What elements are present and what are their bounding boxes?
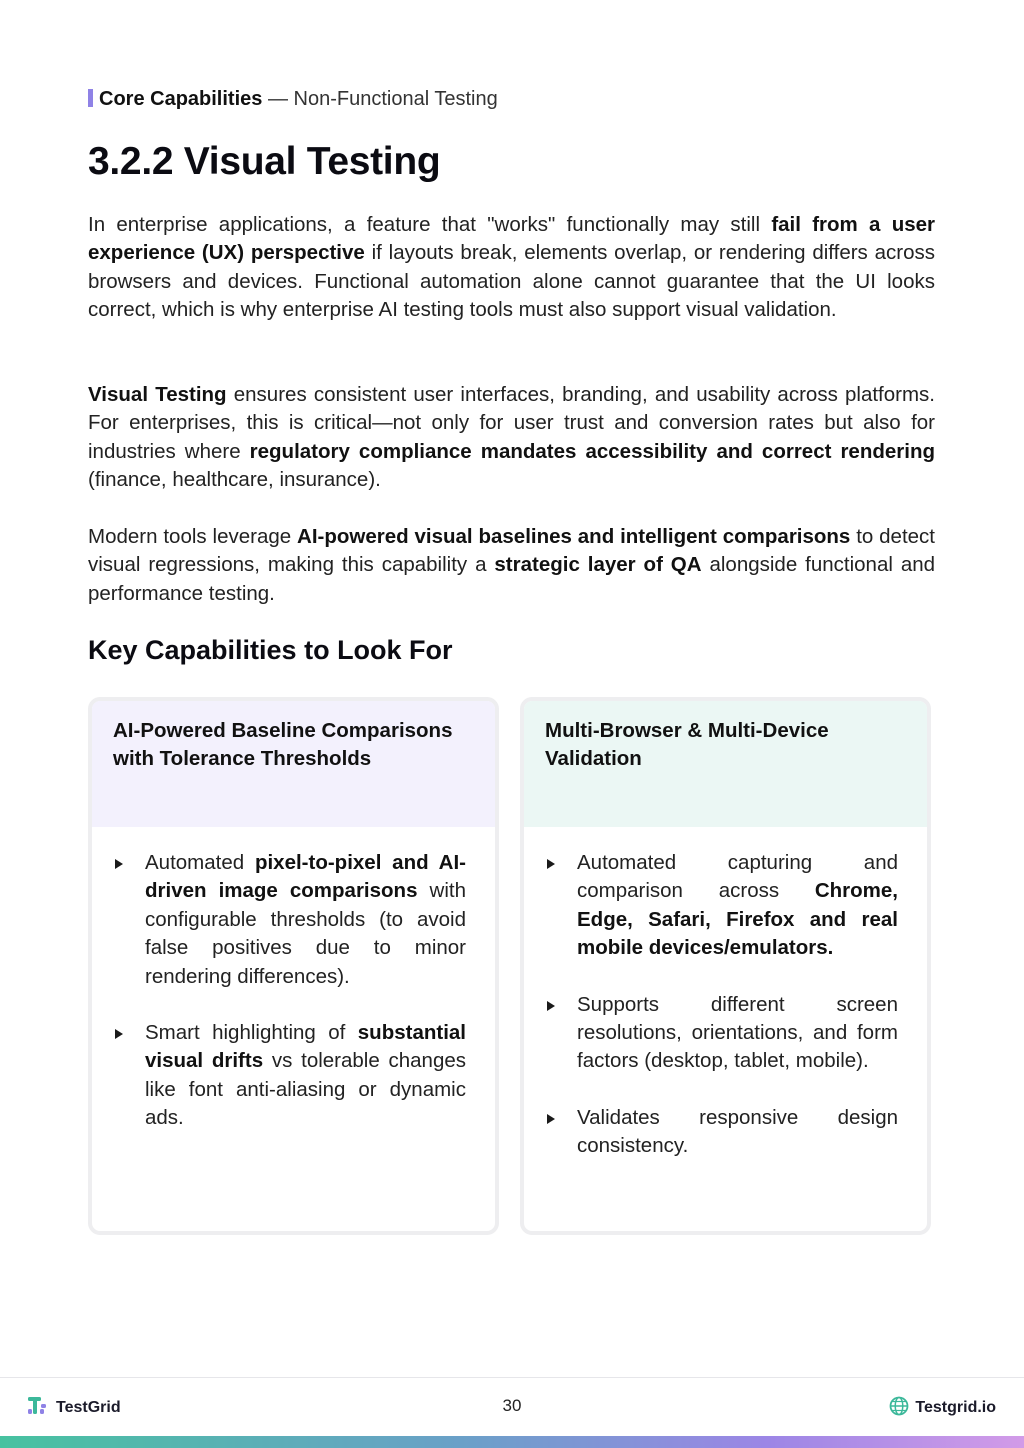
bullet-item [113, 849, 466, 991]
card-bullet-list [524, 827, 927, 1161]
bold-text: Visual Testing [88, 383, 227, 406]
intro-paragraph [88, 211, 935, 325]
bold-text: substantial visual drifts [145, 1021, 466, 1073]
text-run: Automated [145, 851, 255, 874]
card-title: Multi-Browser & Multi-Device Validation [524, 701, 927, 827]
text-run: if layouts break, elements overlap, or rendering differs across browsers and devices. Functional automation alone cannot guarantee that the UI looks correct, which is why enterprise AI testing tools must also support visual validation. [88, 241, 935, 322]
bullet-item [545, 1104, 898, 1161]
text-run: alongside functional and performance testing. [88, 553, 936, 605]
bold-text: pixel-to-pixel and AI-driven image comparisons [145, 851, 466, 903]
section-name: Core Capabilities [99, 88, 263, 110]
bold-text: strategic layer of QA [494, 553, 702, 577]
section-accent-bar [88, 89, 93, 107]
bullet-item [545, 991, 898, 1076]
capability-card-baseline [88, 697, 499, 1235]
bullet-item [545, 849, 898, 963]
text-run: In enterprise applications, a feature that "works" functionally may still [88, 213, 772, 236]
modern-tools-paragraph [88, 523, 935, 608]
bold-text: regulatory compliance mandates accessibility and correct rendering [249, 439, 935, 463]
visual-testing-paragraph [88, 381, 935, 495]
text-run: Supports different screen resolutions, orientations, and form factors (desktop, tablet, mobile). [577, 992, 898, 1073]
text-run: (finance, healthcare, insurance). [88, 468, 381, 492]
footer-site-name[interactable]: Testgrid.io [915, 1399, 996, 1416]
text-run: to detect visual regressions, making this capability a [88, 525, 935, 577]
text-run: with configurable thresholds (to avoid false positives due to minor rendering differences). [145, 879, 466, 988]
card-title: AI-Powered Baseline Comparisons with Tolerance Thresholds [92, 701, 495, 827]
triangle-bullet-icon [547, 1001, 555, 1011]
text-run: Validates responsive design consistency. [577, 1105, 898, 1158]
page-title: 3.2.2 Visual Testing [88, 140, 441, 183]
bold-text: fail from a user experience (UX) perspective [88, 213, 935, 265]
footer-site-link[interactable] [889, 1396, 996, 1420]
text-run: ensures consistent user interfaces, branding, and usability across platforms. For enterprises, this is critical—not only for user trust and conversion rates but also for industries where [88, 383, 935, 463]
text-run: vs tolerable changes like font anti-aliasing or dynamic ads. [145, 1049, 467, 1130]
capability-card-multi-browser [520, 697, 931, 1235]
bold-text: AI-powered visual baselines and intelligent comparisons [297, 525, 851, 548]
text-run: Smart highlighting of [145, 1021, 358, 1045]
triangle-bullet-icon [547, 859, 555, 869]
key-capabilities-heading: Key Capabilities to Look For [88, 635, 453, 665]
section-label [88, 86, 498, 112]
page-number: 30 [502, 1396, 522, 1415]
text-run: Automated capturing and comparison across [577, 851, 898, 903]
bullet-item [113, 1019, 466, 1133]
card-bullet-list [92, 827, 495, 1133]
triangle-bullet-icon [547, 1114, 555, 1124]
globe-icon [889, 1396, 909, 1421]
footer-gradient-bar [0, 1436, 1024, 1448]
footer-divider [0, 1377, 1024, 1378]
triangle-bullet-icon [115, 1029, 123, 1039]
bold-text: Chrome, Edge, Safari, Firefox and real mobile devices/emulators. [577, 879, 898, 960]
subsection-name: — Non-Functional Testing [267, 88, 498, 110]
triangle-bullet-icon [115, 859, 123, 869]
text-run: Modern tools leverage [88, 525, 298, 548]
footer-brand-name: TestGrid [56, 1399, 121, 1416]
